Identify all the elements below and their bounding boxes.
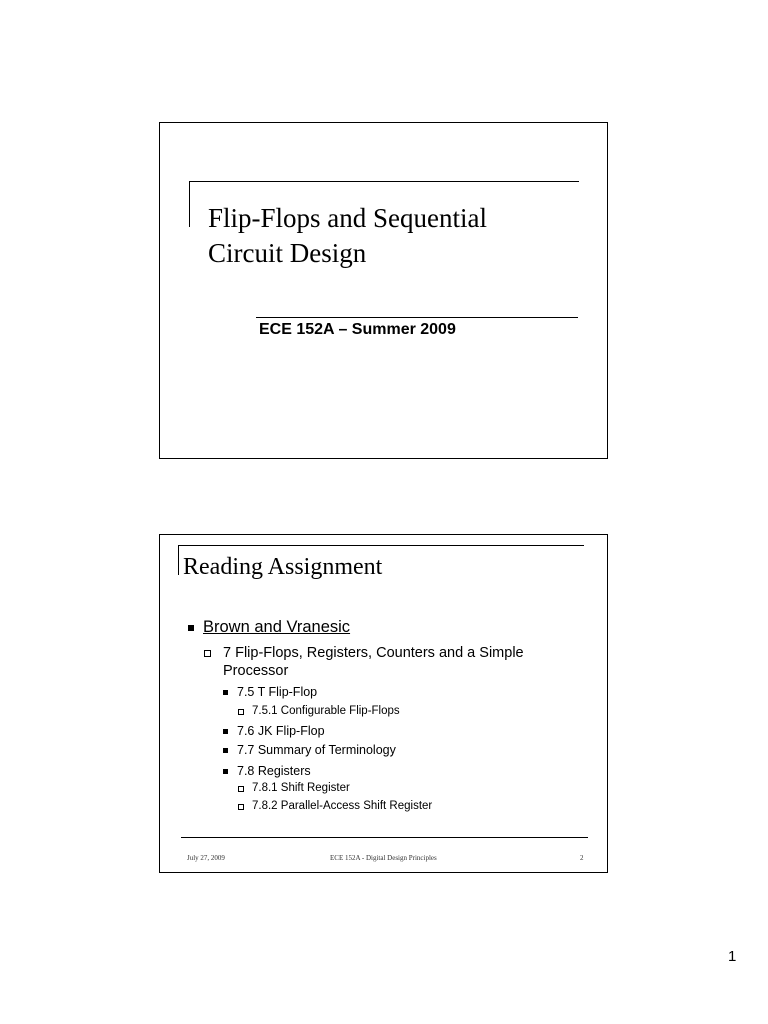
bullet-hollow-square-icon (238, 709, 244, 715)
bullet-hollow-square-icon (204, 650, 211, 657)
footer-course: ECE 152A - Digital Design Principles (330, 854, 437, 862)
bullet-hollow-square-icon (238, 804, 244, 810)
bullet-hollow-square-icon (238, 786, 244, 792)
bullet-square-icon (223, 769, 228, 774)
title-frame-top (178, 545, 584, 546)
footer-slide-number: 2 (580, 854, 584, 862)
slide-1-title: Flip-Flops and Sequential Circuit Design (208, 203, 487, 268)
bullet-square-icon (223, 748, 228, 753)
slide-1 (159, 122, 608, 459)
footer-date: July 27, 2009 (187, 854, 225, 862)
title-frame-top (189, 181, 579, 182)
slide-2-title: Reading Assignment (183, 554, 383, 580)
bullet-square-icon (188, 625, 194, 631)
page-number: 1 (728, 948, 737, 965)
footer-rule (181, 837, 588, 838)
subtitle-rule (256, 317, 578, 318)
slide-1-subtitle: ECE 152A – Summer 2009 (259, 321, 456, 338)
slide-2: Reading Assignment Brown and Vranesic 7 Flip-Flops, Registers, Counters and a Simple Processor 7.5 T Flip-Flop 7.5.1 Configurable Flip-Flops 7.6 JK Flip-Flop 7.7 Summary of Terminology 7.8 Registers 7.8.1 Shift Register 7.8.2 Parallel-Access Shift Register July 27, 2009 ECE 152A - Digital Design Principles 2 (159, 534, 608, 873)
bullet-square-icon (223, 729, 228, 734)
title-frame-vertical (178, 545, 179, 575)
bullet-square-icon (223, 690, 228, 695)
title-frame-vertical (189, 181, 190, 227)
